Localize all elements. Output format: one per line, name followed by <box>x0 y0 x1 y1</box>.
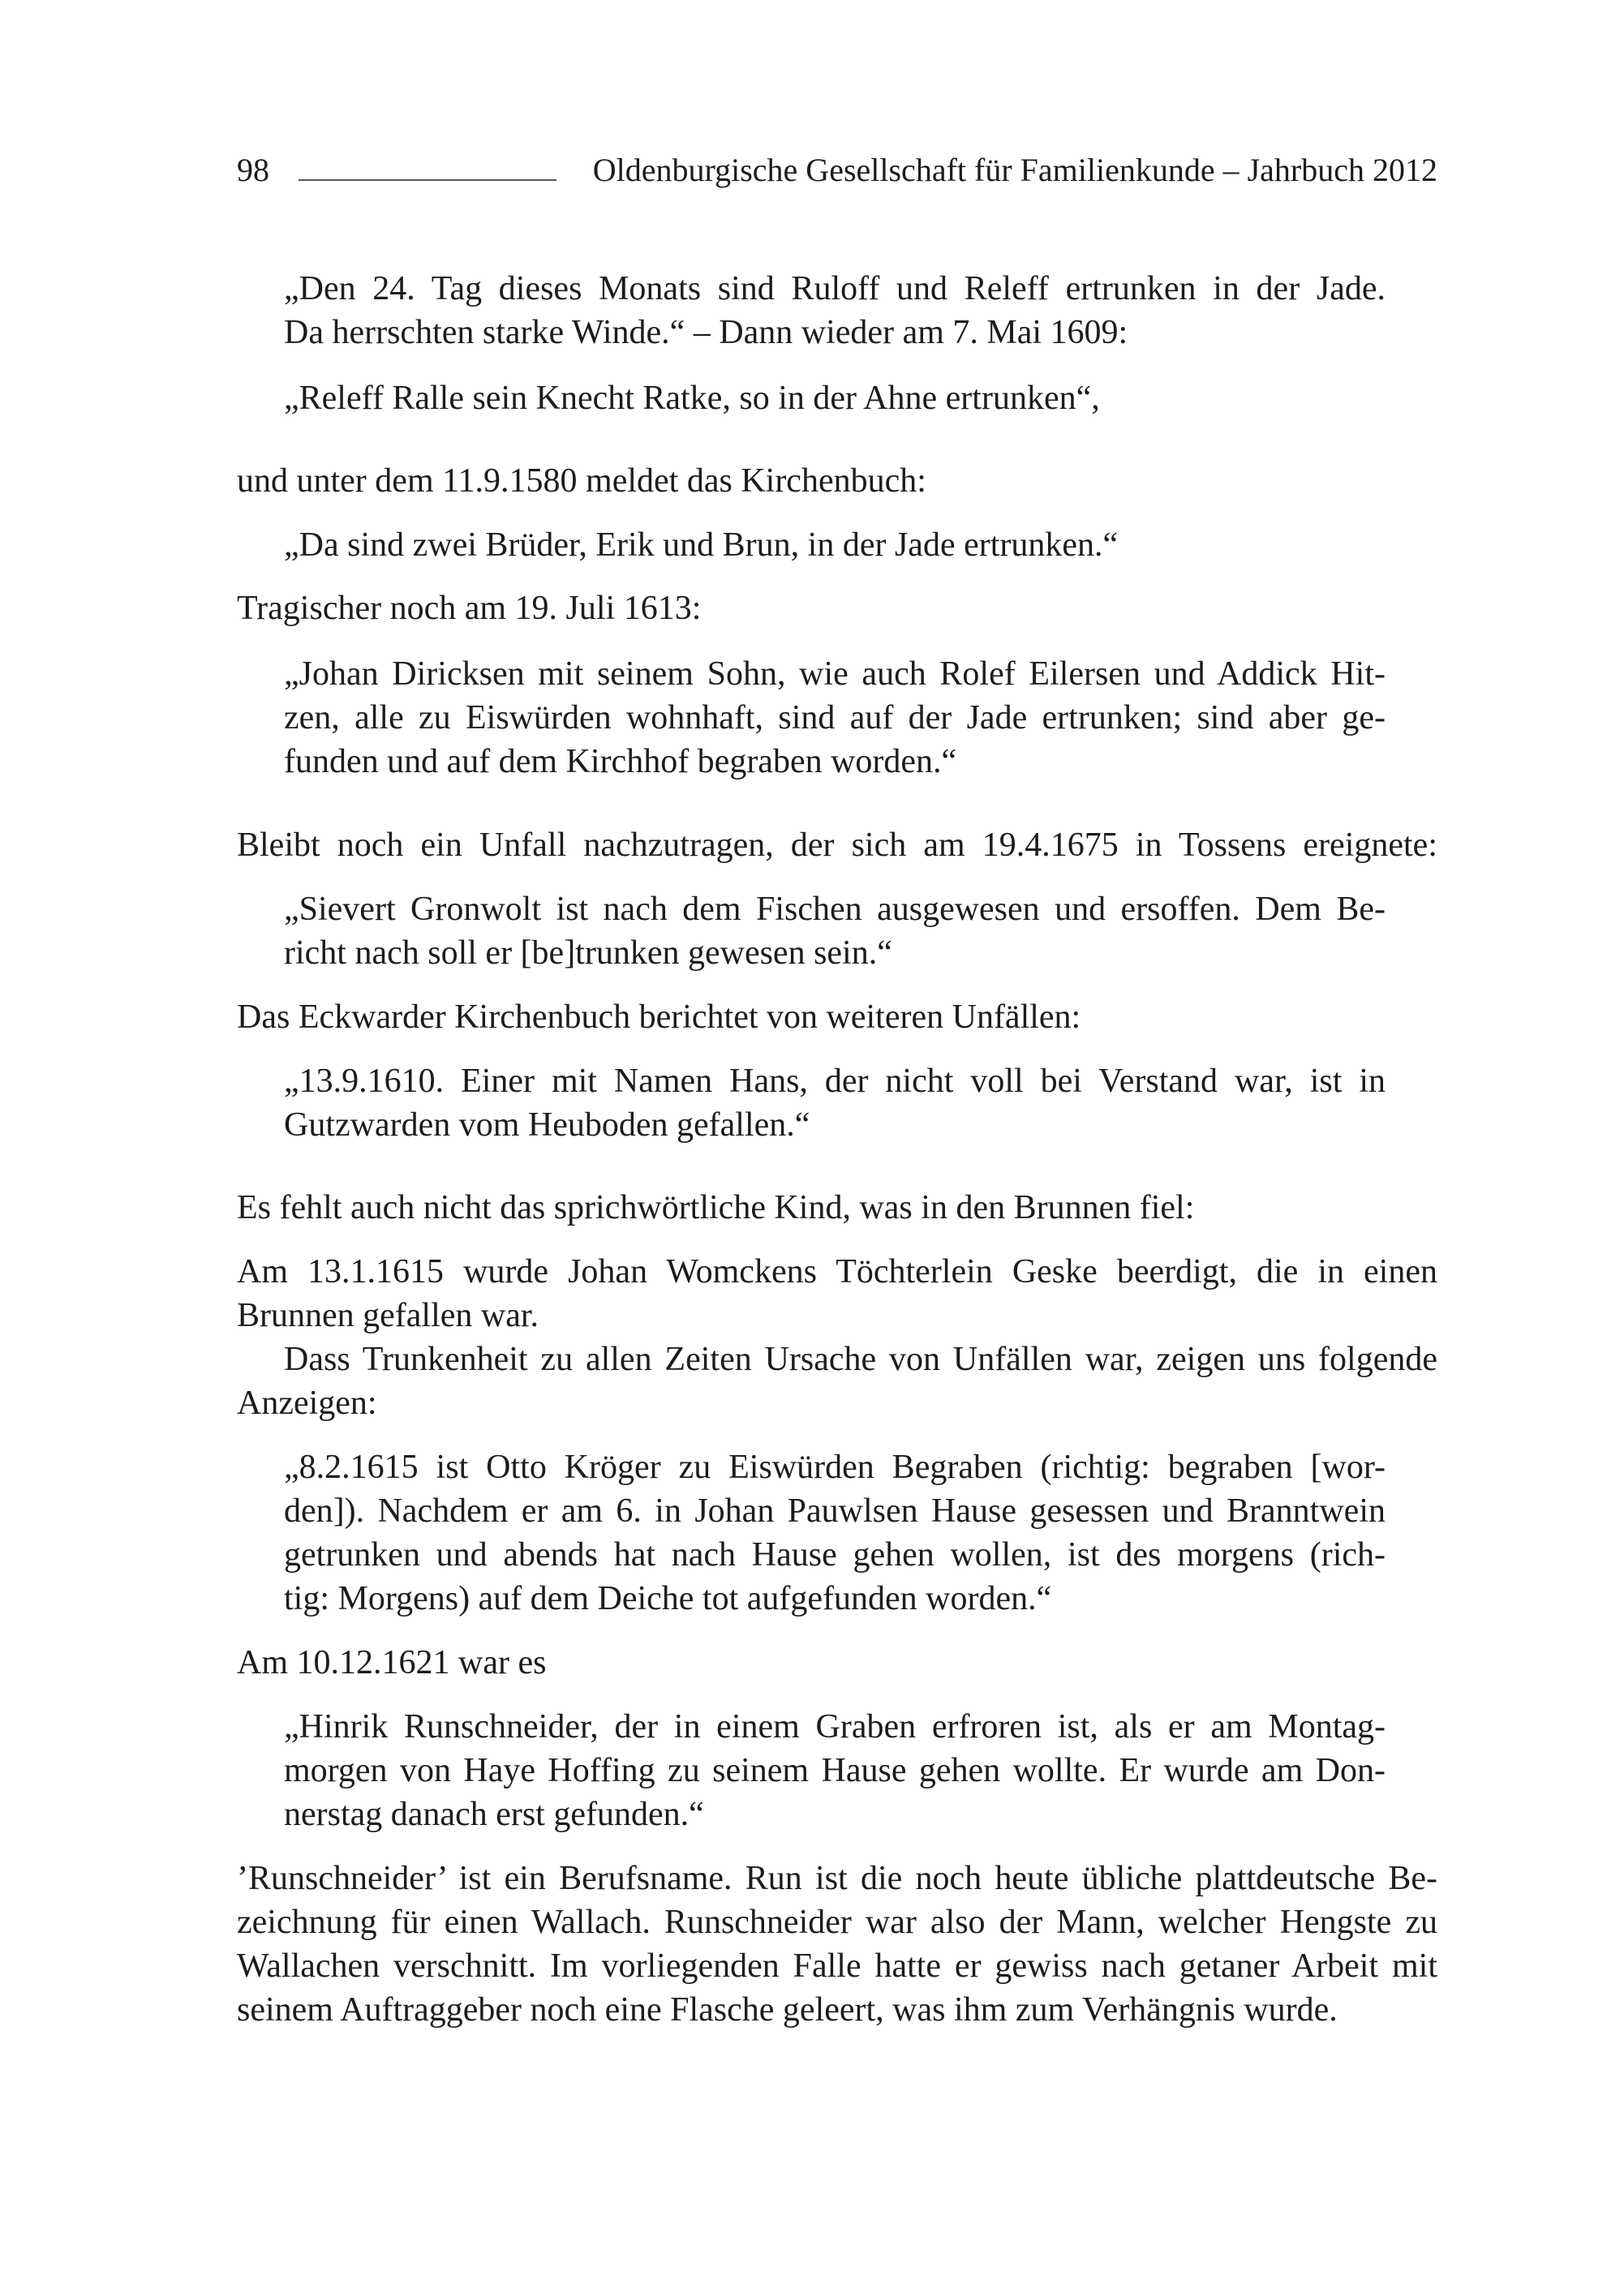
running-title: Oldenburgische Gesellschaft für Familienkunde – Jahrbuch 2012 <box>592 152 1437 188</box>
page-number: 98 <box>237 152 269 188</box>
body-line: Am 13.1.1615 wurde Johan Womckens Töchterlein Geske beerdigt, die in einen <box>237 1253 1437 1290</box>
body-line: ’Runschneider’ ist ein Berufsname. Run ist die noch heute übliche plattdeutsche Be- <box>237 1860 1437 1897</box>
body-line: Tragischer noch am 19. Juli 1613: <box>237 590 702 627</box>
quote-line: „Releff Ralle sein Knecht Ratke, so in der Ahne ertrunken“, <box>284 380 1100 417</box>
quote-line: „Johan Diricksen mit seinem Sohn, wie auch Rolef Eilersen und Addick Hit- <box>284 655 1386 693</box>
body-line: Brunnen gefallen war. <box>237 1297 539 1334</box>
quote-line: morgen von Haye Hoffing zu seinem Hause gehen wollte. Er wurde am Don- <box>284 1752 1386 1789</box>
quote-line: zen, alle zu Eiswürden wohnhaft, sind auf der Jade ertrunken; sind aber ge- <box>284 699 1386 736</box>
quote-line: getrunken und abends hat nach Hause gehen wollen, ist des morgens (rich- <box>284 1536 1386 1574</box>
body-line: Am 10.12.1621 war es <box>237 1644 547 1681</box>
body-line: seinem Auftraggeber noch eine Flasche geleert, was ihm zum Verhängnis wurde. <box>237 1991 1338 2029</box>
page-header <box>237 148 1437 193</box>
quote-line: „Den 24. Tag dieses Monats sind Ruloff und Releff ertrunken in der Jade. <box>284 270 1386 307</box>
quote-line: „13.9.1610. Einer mit Namen Hans, der nicht voll bei Verstand war, ist in <box>284 1063 1386 1100</box>
quote-line: Gutzwarden vom Heuboden gefallen.“ <box>284 1106 810 1144</box>
quote-line: tig: Morgens) auf dem Deiche tot aufgefunden worden.“ <box>284 1580 1052 1617</box>
quote-line: funden und auf dem Kirchhof begraben worden.“ <box>284 743 957 780</box>
body-line: Dass Trunkenheit zu allen Zeiten Ursache von Unfällen war, zeigen uns folgende <box>284 1341 1437 1378</box>
quote-line: „Hinrik Runschneider, der in einem Graben erfroren ist, als er am Montag- <box>284 1708 1386 1746</box>
quote-line: den]). Nachdem er am 6. in Johan Pauwlsen Hause gesessen und Branntwein <box>284 1492 1386 1530</box>
header-rule <box>299 179 556 181</box>
quote-line: „Sievert Gronwolt ist nach dem Fischen ausgewesen und ersoffen. Dem Be- <box>284 891 1386 928</box>
body-line: Es fehlt auch nicht das sprichwörtliche Kind, was in den Brunnen fiel: <box>237 1189 1195 1226</box>
body-line: Das Eckwarder Kirchenbuch berichtet von weiteren Unfällen: <box>237 998 1081 1036</box>
body-line: Anzeigen: <box>237 1385 377 1422</box>
quote-line: nerstag danach erst gefunden.“ <box>284 1796 704 1833</box>
body-line: und unter dem 11.9.1580 meldet das Kirchenbuch: <box>237 462 926 500</box>
quote-line: Da herrschten starke Winde.“ – Dann wieder am 7. Mai 1609: <box>284 314 1128 351</box>
body-line: Bleibt noch ein Unfall nachzutragen, der sich am 19.4.1675 in Tossens ereignete: <box>237 827 1437 864</box>
quote-line: „Da sind zwei Brüder, Erik und Brun, in der Jade ertrunken.“ <box>284 526 1119 564</box>
quote-line: „8.2.1615 ist Otto Kröger zu Eiswürden Begraben (richtig: begraben [wor- <box>284 1449 1386 1486</box>
body-line: Wallachen verschnitt. Im vorliegenden Falle hatte er gewiss nach getaner Arbeit mit <box>237 1947 1437 1985</box>
quote-line: richt nach soll er [be]trunken gewesen sein.“ <box>284 934 892 972</box>
body-line: zeichnung für einen Wallach. Runschneider war also der Mann, welcher Hengste zu <box>237 1904 1437 1941</box>
